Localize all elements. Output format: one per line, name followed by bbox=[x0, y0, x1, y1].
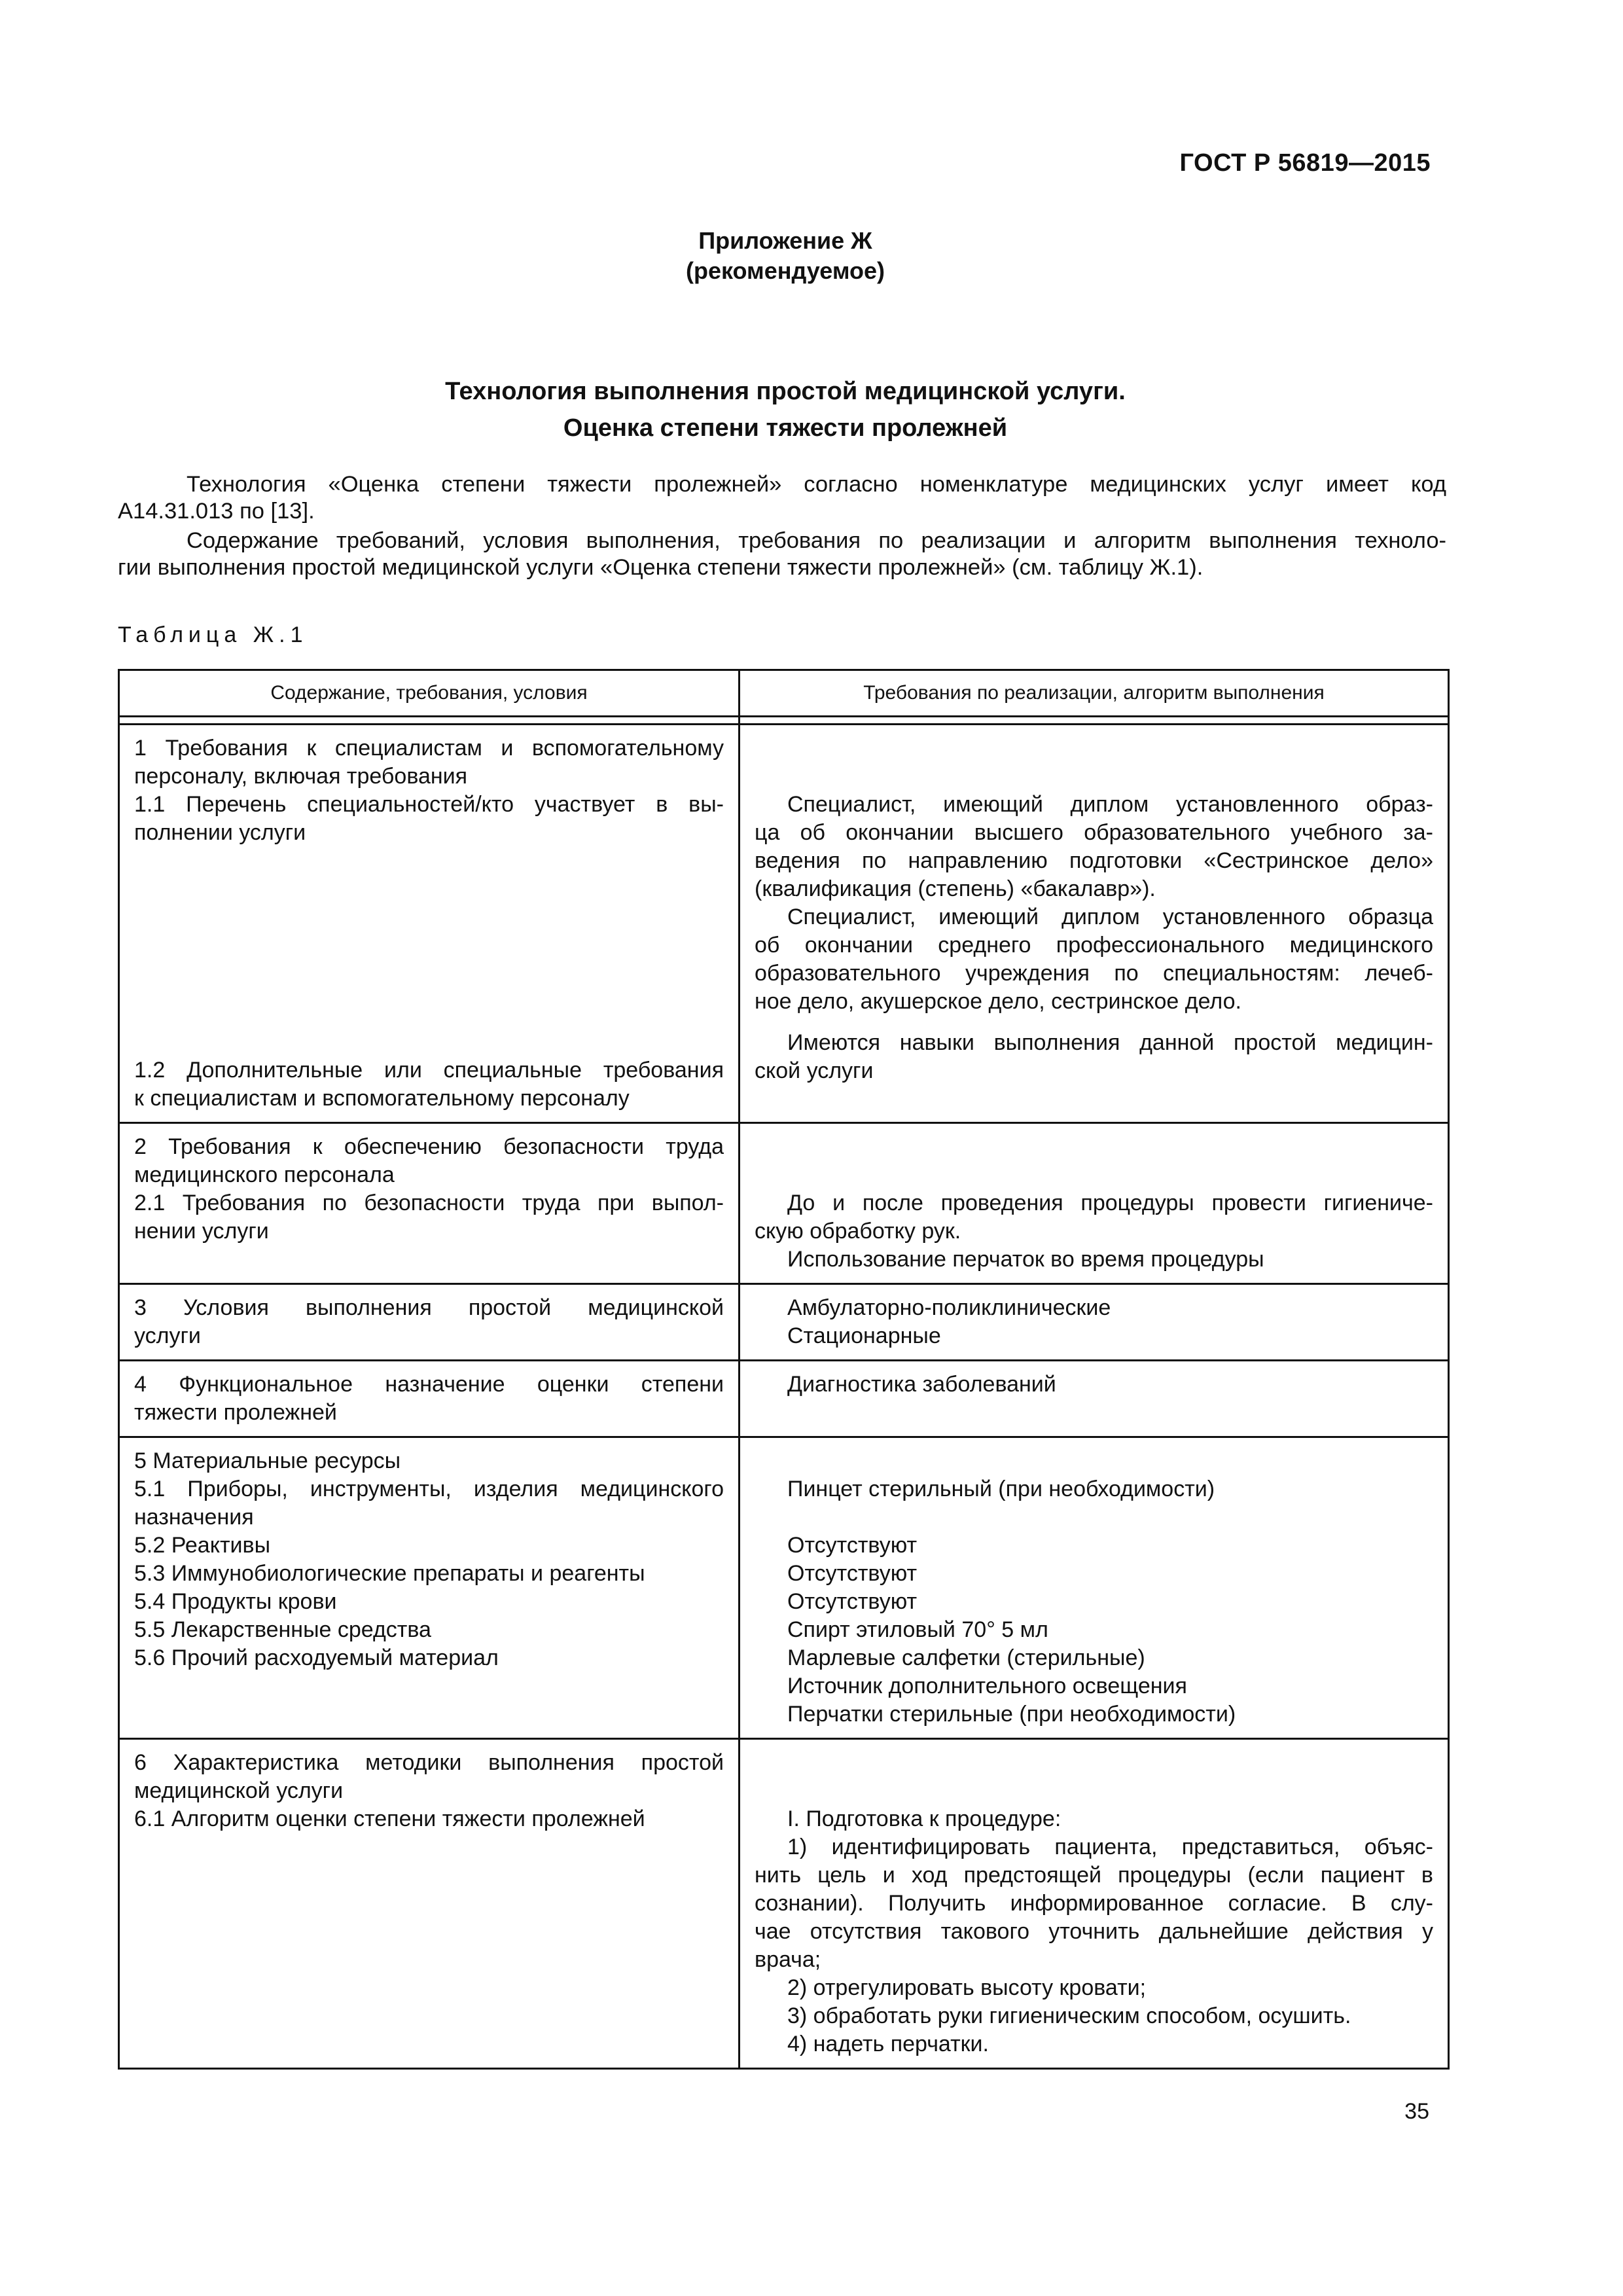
cell-line: 2 Требования к обеспечению безопасности труда bbox=[134, 1134, 724, 1159]
cell-line: Стационарные bbox=[787, 1323, 941, 1348]
cell-line: тяжести пролежней bbox=[134, 1400, 337, 1425]
cell-line: 2.1 Требования по безопасности труда при выпол- bbox=[134, 1191, 724, 1215]
cell-line: медицинской услуги bbox=[134, 1778, 344, 1803]
table-row bbox=[119, 1739, 1449, 2069]
cell-line: скую обработку рук. bbox=[755, 1219, 961, 1244]
cell-line: 5 Материальные ресурсы bbox=[134, 1448, 401, 1473]
cell-line: До и после проведения процедуры провести гигиениче- bbox=[787, 1191, 1433, 1215]
table-row bbox=[119, 1361, 1449, 1437]
annex-title: Приложение Ж bbox=[698, 227, 872, 254]
cell-line: Отсутствуют bbox=[787, 1589, 918, 1614]
cell-line: Специалист, имеющий диплом установленного образца bbox=[787, 905, 1433, 929]
intro-p1-line1: Технология «Оценка степени тяжести пролежней» согласно номенклатуре медицинских услуг имеет код bbox=[187, 472, 1446, 497]
annex-status: (рекомендуемое) bbox=[686, 257, 885, 284]
cell-line: Использование перчаток во время процедуры bbox=[787, 1247, 1264, 1272]
table-row bbox=[119, 1437, 1449, 1739]
intro-paragraph-1 bbox=[118, 471, 1446, 525]
cell-line: образовательного учреждения по специальностям: лечеб- bbox=[755, 961, 1433, 986]
page-number: 35 bbox=[1404, 2099, 1429, 2124]
cell-line: Специалист, имеющий диплом установленного образ- bbox=[787, 792, 1433, 817]
cell-line: 5.6 Прочий расходуемый материал bbox=[134, 1645, 499, 1670]
cell-line: 1) идентифицировать пациента, представиться, объяс- bbox=[787, 1835, 1433, 1859]
cell-line: об окончании среднего профессионального медицинского bbox=[755, 933, 1433, 958]
cell-line: 4 Функциональное назначение оценки степени bbox=[134, 1372, 724, 1397]
row1-right bbox=[740, 725, 1449, 1123]
cell-line: ное дело, акушерское дело, сестринское дело. bbox=[755, 989, 1241, 1014]
cell-line: Марлевые салфетки (стерильные) bbox=[787, 1645, 1145, 1670]
table-header-row bbox=[119, 670, 1449, 717]
cell-line: ведения по направлению подготовки «Сестринское дело» bbox=[755, 848, 1433, 873]
row3-right bbox=[740, 1284, 1449, 1361]
intro-paragraph-2 bbox=[118, 528, 1446, 581]
row1-left bbox=[119, 725, 740, 1123]
row5-left bbox=[119, 1437, 740, 1739]
cell-line: 5.1 Приборы, инструменты, изделия медицинского bbox=[134, 1477, 724, 1501]
cell-line: 5.3 Иммунобиологические препараты и реагенты bbox=[134, 1561, 645, 1586]
cell-line: ца об окончании высшего образовательного учебного за- bbox=[755, 820, 1433, 845]
cell-line: 1.1 Перечень специальностей/кто участвует в вы- bbox=[134, 792, 724, 817]
cell-line: 2) отрегулировать высоту кровати; bbox=[787, 1975, 1147, 2000]
cell-line: 6.1 Алгоритм оценки степени тяжести пролежней bbox=[134, 1806, 645, 1831]
cell-line: Амбулаторно-поликлинические bbox=[787, 1295, 1111, 1320]
table-row bbox=[119, 1284, 1449, 1361]
cell-line: назначения bbox=[134, 1505, 254, 1530]
cell-line: персоналу, включая требования bbox=[134, 764, 468, 789]
cell-line: нить цель и ход предстоящей процедуры (если пациент в bbox=[755, 1863, 1433, 1888]
intro-p1-line2: А14.31.013 по [13]. bbox=[118, 499, 315, 524]
row2-left bbox=[119, 1123, 740, 1284]
cell-line: Спирт этиловый 70° 5 мл bbox=[787, 1617, 1048, 1642]
cell-line: сознании). Получить информированное согласие. В слу- bbox=[755, 1891, 1433, 1916]
cell-line: 6 Характеристика методики выполнения простой bbox=[134, 1750, 724, 1775]
cell-line: 1.2 Дополнительные или специальные требования bbox=[134, 1058, 724, 1083]
row2-right bbox=[740, 1123, 1449, 1284]
cell-line: Источник дополнительного освещения bbox=[787, 1674, 1187, 1698]
requirements-table bbox=[118, 669, 1450, 2070]
cell-line: врача; bbox=[755, 1947, 821, 1972]
cell-line: к специалистам и вспомогательному персоналу bbox=[134, 1086, 630, 1111]
cell-line: нении услуги bbox=[134, 1219, 269, 1244]
table-row bbox=[119, 1123, 1449, 1284]
cell-line: Пинцет стерильный (при необходимости) bbox=[787, 1477, 1215, 1501]
cell-line: ской услуги bbox=[755, 1058, 874, 1083]
row4-left bbox=[119, 1361, 740, 1437]
cell-line: 3) обработать руки гигиеническим способом, осушить. bbox=[787, 2003, 1351, 2028]
row6-left bbox=[119, 1739, 740, 2069]
cell-line: Имеются навыки выполнения данной простой медицин- bbox=[787, 1030, 1433, 1055]
cell-line: 4) надеть перчатки. bbox=[787, 2032, 989, 2056]
cell-line: 3 Условия выполнения простой медицинской bbox=[134, 1295, 724, 1320]
table-row bbox=[119, 725, 1449, 1123]
header-content: Содержание, требования, условия bbox=[119, 670, 740, 717]
intro-p2-line2: гии выполнения простой медицинской услуги «Оценка степени тяжести пролежней» (см. таблицу Ж.1). bbox=[118, 555, 1204, 580]
cell-line: Отсутствуют bbox=[787, 1533, 918, 1558]
row6-right bbox=[740, 1739, 1449, 2069]
cell-line: полнении услуги bbox=[134, 820, 306, 845]
row3-left bbox=[119, 1284, 740, 1361]
cell-line: услуги bbox=[134, 1323, 201, 1348]
cell-line: I. Подготовка к процедуре: bbox=[787, 1806, 1061, 1831]
cell-line: 5.2 Реактивы bbox=[134, 1533, 271, 1558]
cell-line: Диагностика заболеваний bbox=[787, 1372, 1056, 1397]
cell-line: чае отсутствия такового уточнить дальнейшие действия у bbox=[755, 1919, 1433, 1944]
cell-line: Отсутствуют bbox=[787, 1561, 918, 1586]
row4-right bbox=[740, 1361, 1449, 1437]
document-code: ГОСТ Р 56819—2015 bbox=[1179, 149, 1431, 177]
table-caption: Таблица Ж.1 bbox=[118, 622, 308, 647]
cell-line: (квалификация (степень) «бакалавр»). bbox=[755, 876, 1156, 901]
section-title-line1: Технология выполнения простой медицинской услуги. bbox=[445, 378, 1126, 405]
cell-line: 5.5 Лекарственные средства bbox=[134, 1617, 431, 1642]
header-implementation: Требования по реализации, алгоритм выполнения bbox=[740, 670, 1449, 717]
intro-p2-line1: Содержание требований, условия выполнения, требования по реализации и алгоритм выполнения техноло- bbox=[187, 528, 1446, 553]
cell-line: 1 Требования к специалистам и вспомогательному bbox=[134, 736, 724, 761]
row5-right bbox=[740, 1437, 1449, 1739]
cell-line: 5.4 Продукты крови bbox=[134, 1589, 337, 1614]
section-title-line2: Оценка степени тяжести пролежней bbox=[563, 414, 1008, 442]
cell-line: Перчатки стерильные (при необходимости) bbox=[787, 1702, 1236, 1727]
cell-line: медицинского персонала bbox=[134, 1162, 395, 1187]
